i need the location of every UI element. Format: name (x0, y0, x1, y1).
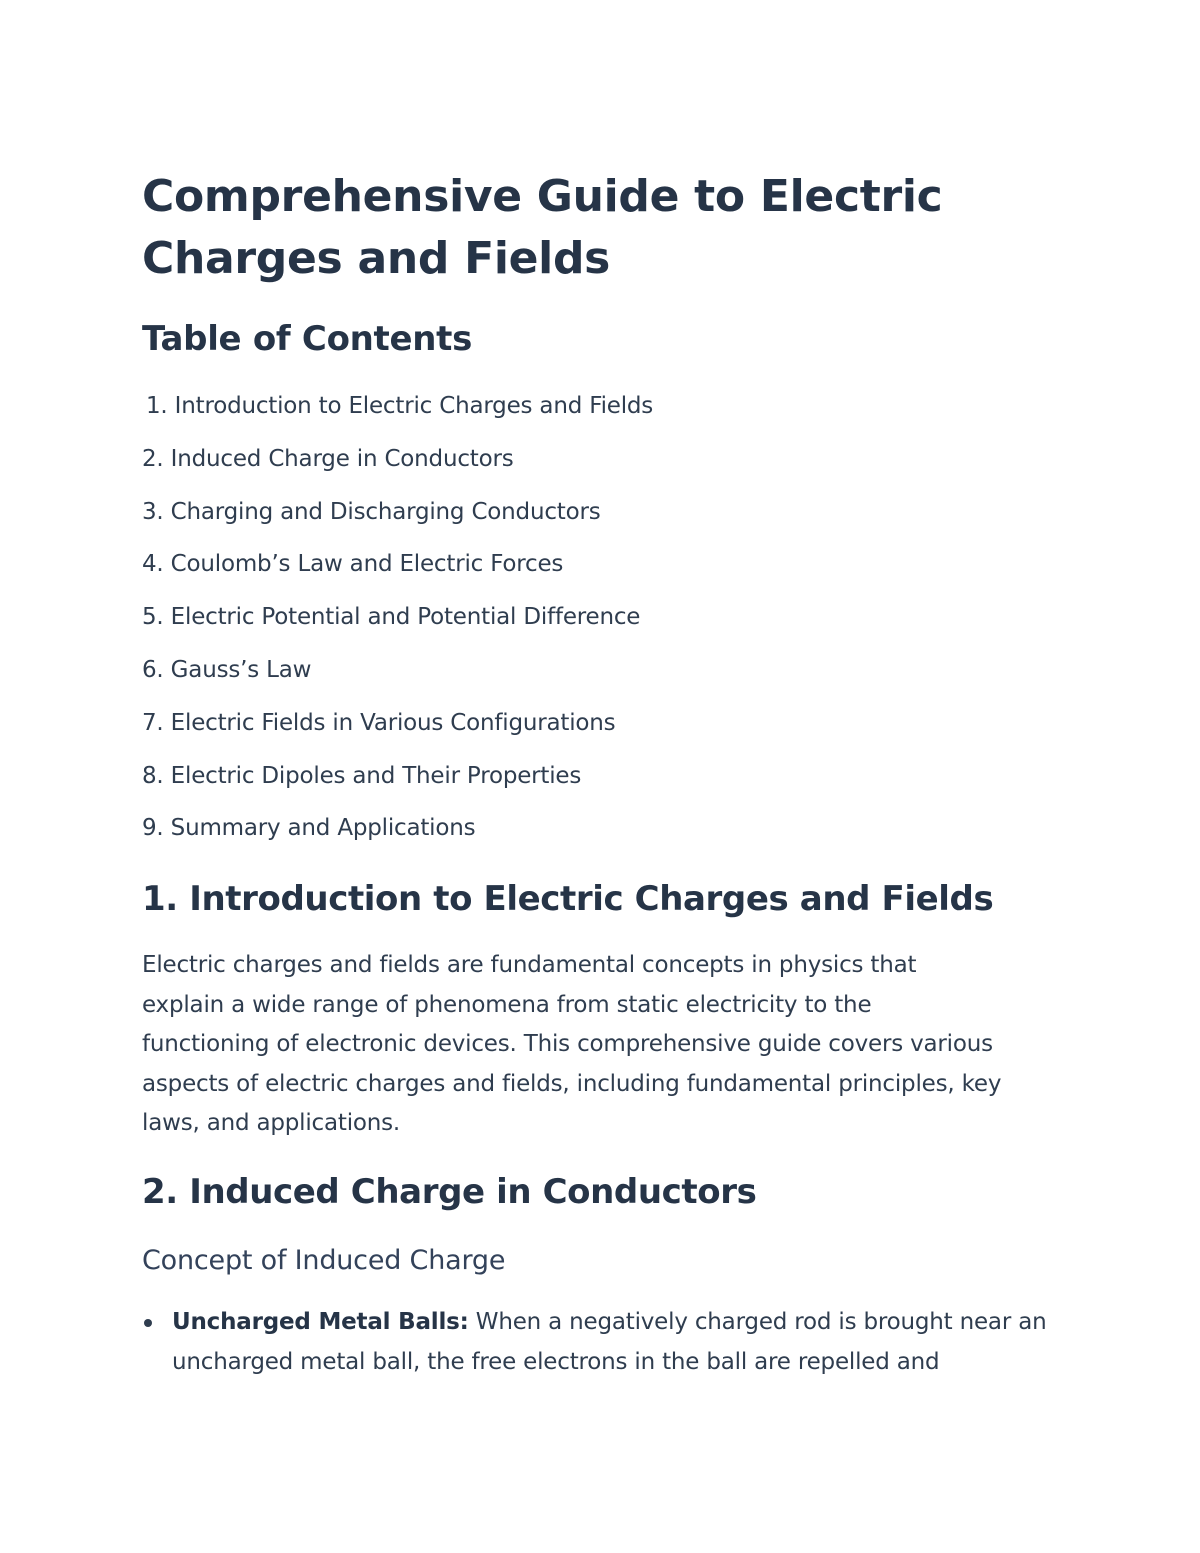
toc-item-6[interactable] (142, 654, 653, 707)
toc-item-label: Gauss’s Law (170, 656, 312, 683)
toc-item-number: 5. (142, 604, 164, 631)
toc-item-number: 2. (142, 445, 164, 472)
toc-item-2[interactable] (142, 443, 653, 496)
toc-item-label: Induced Charge in Conductors (170, 445, 514, 472)
toc-item-4[interactable] (142, 548, 653, 601)
bullet-list (142, 1303, 1052, 1382)
toc-item-label: Electric Fields in Various Configurations (170, 709, 616, 736)
toc-item-label: Coulomb’s Law and Electric Forces (170, 551, 564, 578)
toc-item-number: 1. (146, 393, 168, 419)
section-1-heading: 1. Introduction to Electric Charges and Fields (142, 879, 994, 919)
toc-item-label: Introduction to Electric Charges and Fields (174, 393, 654, 419)
toc-item-5[interactable] (142, 601, 653, 654)
bullet-text: When a negatively charged rod is brought near an uncharged metal ball, the free electrons in the ball are repelled and (172, 1309, 1047, 1375)
toc-item-1[interactable] (142, 390, 653, 443)
toc-item-number: 9. (142, 815, 164, 842)
toc-item-9[interactable] (142, 812, 653, 865)
toc-item-label: Charging and Discharging Conductors (170, 498, 601, 525)
document-title: Comprehensive Guide to Electric Charges and Fields (142, 171, 943, 284)
toc-item-label: Electric Dipoles and Their Properties (170, 762, 582, 789)
toc-item-label: Electric Potential and Potential Difference (170, 604, 641, 631)
toc-item-7[interactable] (142, 707, 653, 760)
bullet-dot-icon (144, 1319, 152, 1327)
toc-item-number: 8. (142, 762, 164, 789)
toc-item-number: 7. (142, 709, 164, 736)
toc-list (142, 390, 653, 865)
bullet-item (142, 1303, 1052, 1382)
toc-item-8[interactable] (142, 760, 653, 813)
section-2-subheading: Concept of Induced Charge (142, 1245, 506, 1276)
bullet-term: Uncharged Metal Balls: (172, 1309, 469, 1335)
toc-heading: Table of Contents (142, 319, 473, 359)
toc-item-label: Summary and Applications (170, 815, 476, 842)
toc-item-number: 3. (142, 498, 164, 525)
toc-item-number: 4. (142, 551, 164, 578)
toc-item-3[interactable] (142, 496, 653, 549)
section-1-paragraph: Electric charges and fields are fundamental concepts in physics that explain a wide range of phenomena from static electricity to the functioning of electronic devices. This comprehensive guide covers various aspects of electric charges and fields, including fundamental principles, key laws, and applications. (142, 952, 1002, 1137)
toc-item-number: 6. (142, 656, 164, 683)
section-2-heading: 2. Induced Charge in Conductors (142, 1172, 757, 1212)
